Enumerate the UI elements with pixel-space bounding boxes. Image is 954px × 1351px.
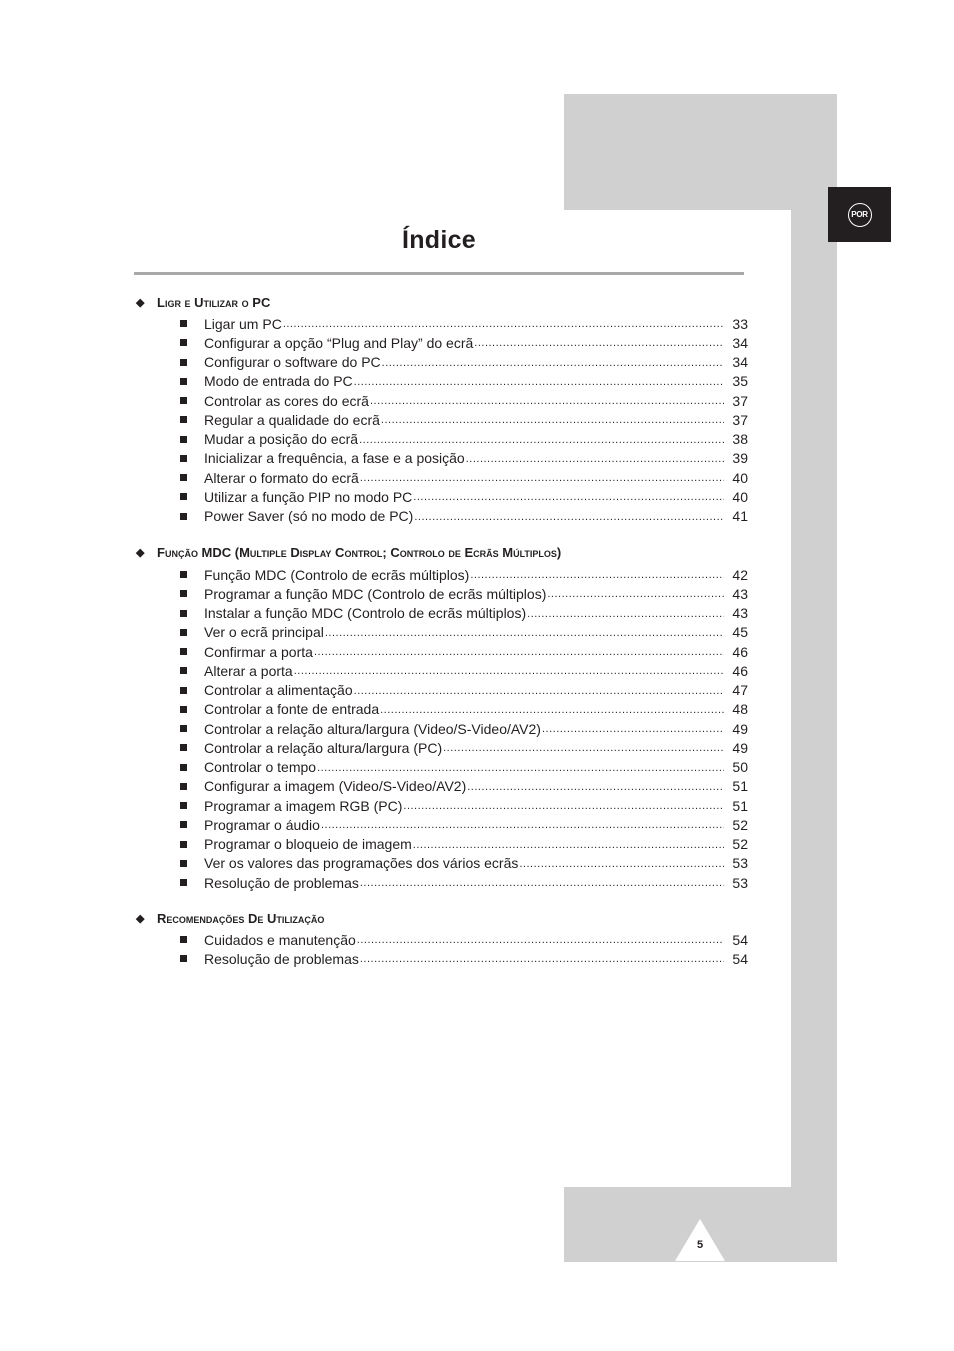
- toc-entry-page: 48: [732, 701, 748, 718]
- toc-entry-page: 50: [732, 759, 748, 775]
- dot-leader: [542, 723, 724, 738]
- square-bullet-icon: [180, 493, 187, 500]
- dot-leader: [413, 491, 724, 506]
- toc-entry-page: 41: [732, 508, 748, 524]
- dot-leader: [403, 800, 724, 815]
- dot-leader: [357, 934, 724, 949]
- dot-leader: [382, 357, 724, 372]
- toc-entry[interactable]: [178, 410, 748, 429]
- toc-entry[interactable]: [178, 353, 748, 372]
- toc-entry-page: 37: [732, 392, 748, 409]
- toc-entry[interactable]: [178, 873, 748, 892]
- toc-entry[interactable]: [178, 661, 748, 680]
- toc-entry-page: 54: [732, 931, 748, 948]
- toc-entry-label: Função MDC (Controlo de ecrãs múltiplos): [204, 566, 470, 583]
- toc-entry-page: 46: [732, 643, 748, 660]
- toc-entry-label: Configurar a opção “Plug and Play” do ecrã: [204, 334, 474, 351]
- dot-leader: [474, 337, 724, 352]
- toc-entry-page: 43: [732, 585, 748, 602]
- toc-entry-label: Controlar a alimentação: [204, 682, 353, 698]
- toc-entry-page: 34: [732, 354, 748, 370]
- language-badge: POR: [848, 203, 872, 227]
- toc-entry-label: Regular a qualidade do ecrã: [204, 411, 380, 428]
- dot-leader: [360, 953, 724, 968]
- toc-entry-page: 37: [732, 411, 748, 428]
- toc-entry-label: Alterar a porta: [204, 662, 293, 679]
- toc-entry-label: Modo de entrada do PC: [204, 373, 353, 390]
- toc-entry[interactable]: [178, 815, 748, 834]
- toc-entry-label: Programar o bloqueio de imagem: [204, 836, 412, 852]
- toc-entry-label: Confirmar a porta: [204, 643, 313, 660]
- page-title: Índice: [401, 226, 477, 254]
- dot-leader: [466, 453, 724, 468]
- square-bullet-icon: [180, 397, 187, 404]
- dot-leader: [414, 511, 724, 526]
- toc-entry-page: 52: [732, 836, 748, 852]
- title-divider: [134, 272, 744, 275]
- toc-entry[interactable]: [178, 738, 748, 757]
- dot-leader: [467, 781, 724, 796]
- toc-entry-label: Controlar o tempo: [204, 759, 317, 775]
- square-bullet-icon: [180, 359, 187, 366]
- toc-entry-label: Controlar a fonte de entrada: [204, 701, 380, 718]
- dot-leader: [470, 569, 724, 584]
- toc-entry-page: 34: [732, 334, 748, 351]
- toc-entry[interactable]: [178, 623, 748, 642]
- square-bullet-icon: [180, 802, 187, 809]
- toc-entry-label: Power Saver (só no modo de PC): [204, 508, 414, 524]
- dot-leader: [317, 762, 724, 777]
- toc-entry-page: 49: [732, 739, 748, 756]
- toc-entry-page: 40: [732, 469, 748, 486]
- diamond-bullet-icon: ◆: [136, 297, 145, 309]
- section-heading-text: Ligr e Utilizar o PC: [157, 295, 271, 310]
- toc-entry-label: Ver o ecrã principal: [204, 624, 324, 641]
- toc-entry-label: Controlar as cores do ecrã: [204, 392, 369, 409]
- dot-leader: [314, 646, 724, 661]
- toc-entry-label: Mudar a posição do ecrã: [204, 431, 359, 447]
- toc-entry-label: Controlar a relação altura/largura (Video/S-Video/AV2): [204, 720, 541, 737]
- toc-entry[interactable]: [178, 391, 748, 410]
- square-bullet-icon: [180, 860, 187, 867]
- toc-entry-page: 46: [732, 662, 748, 679]
- dot-leader: [283, 318, 724, 333]
- toc-entry-page: 51: [732, 778, 748, 795]
- square-bullet-icon: [180, 706, 187, 713]
- square-bullet-icon: [180, 879, 187, 886]
- square-bullet-icon: [180, 436, 187, 443]
- square-bullet-icon: [180, 744, 187, 751]
- page-number: 5: [696, 1239, 704, 1251]
- dot-leader: [325, 627, 724, 642]
- square-bullet-icon: [180, 571, 187, 578]
- toc-entry[interactable]: [178, 604, 748, 623]
- toc-entry-page: 40: [732, 488, 748, 505]
- square-bullet-icon: [180, 513, 187, 520]
- section-heading: [136, 911, 324, 926]
- gray-side-strip: [791, 210, 837, 1187]
- square-bullet-icon: [180, 339, 187, 346]
- toc-entry-label: Utilizar a função PIP no modo PC: [204, 488, 413, 505]
- toc-entry-page: 39: [732, 450, 748, 467]
- toc-entry-page: 47: [732, 682, 748, 698]
- square-bullet-icon: [180, 629, 187, 636]
- toc-entry-page: 35: [732, 373, 748, 390]
- dot-leader: [359, 434, 724, 449]
- square-bullet-icon: [180, 955, 187, 962]
- dot-leader: [360, 877, 724, 892]
- toc-entry-page: 49: [732, 720, 748, 737]
- square-bullet-icon: [180, 320, 187, 327]
- toc-entry-page: 33: [732, 315, 748, 332]
- toc-entry[interactable]: [178, 372, 748, 391]
- toc-entry-page: 51: [732, 797, 748, 814]
- toc-entry-label: Instalar a função MDC (Controlo de ecrãs múltiplos): [204, 605, 527, 621]
- toc-entry[interactable]: [178, 854, 748, 873]
- toc-entry-label: Cuidados e manutenção: [204, 931, 356, 948]
- toc-entry[interactable]: [178, 681, 748, 700]
- square-bullet-icon: [180, 821, 187, 828]
- toc-entry[interactable]: [178, 584, 748, 603]
- square-bullet-icon: [180, 590, 187, 597]
- dot-leader: [321, 819, 724, 834]
- toc-entry[interactable]: [178, 449, 748, 468]
- toc-entry-label: Configurar o software do PC: [204, 354, 381, 370]
- toc-entry[interactable]: [178, 835, 748, 854]
- toc-entry[interactable]: [178, 468, 748, 487]
- square-bullet-icon: [180, 764, 187, 771]
- square-bullet-icon: [180, 455, 187, 462]
- dot-leader: [354, 685, 724, 700]
- square-bullet-icon: [180, 725, 187, 732]
- toc-entry[interactable]: [178, 314, 748, 333]
- toc-entry[interactable]: [178, 700, 748, 719]
- toc-entry[interactable]: [178, 758, 748, 777]
- toc-entry-label: Programar a função MDC (Controlo de ecrãs múltiplos): [204, 585, 547, 602]
- toc-entry[interactable]: [178, 642, 748, 661]
- toc-entry-page: 52: [732, 816, 748, 833]
- square-bullet-icon: [180, 474, 187, 481]
- language-tab: [828, 187, 891, 242]
- toc-entry[interactable]: [178, 719, 748, 738]
- toc-entry[interactable]: [178, 949, 748, 968]
- square-bullet-icon: [180, 783, 187, 790]
- diamond-bullet-icon: ◆: [136, 913, 145, 925]
- square-bullet-icon: [180, 841, 187, 848]
- square-bullet-icon: [180, 378, 187, 385]
- toc-entry-label: Programar o áudio: [204, 816, 320, 833]
- dot-leader: [354, 376, 724, 391]
- toc-entry-page: 54: [732, 950, 748, 967]
- toc-entry-page: 53: [732, 855, 748, 872]
- dot-leader: [380, 704, 724, 719]
- toc-entry-label: Programar a imagem RGB (PC): [204, 797, 403, 814]
- dot-leader: [381, 414, 724, 429]
- toc-entry-label: Resolução de problemas: [204, 950, 359, 967]
- section-heading-text: Função MDC (Multiple Display Control; Controlo de Ecrãs Múltiplos): [157, 545, 562, 560]
- section-heading: [136, 545, 561, 560]
- toc-entry[interactable]: [178, 333, 748, 352]
- dot-leader: [547, 588, 724, 603]
- toc-entry-label: Alterar o formato do ecrã: [204, 469, 359, 486]
- square-bullet-icon: [180, 936, 187, 943]
- gray-panel-top: [564, 94, 837, 210]
- dot-leader: [443, 742, 724, 757]
- toc-entry-label: Controlar a relação altura/largura (PC): [204, 739, 443, 756]
- dot-leader: [413, 839, 724, 854]
- section-heading-text: Recomendações De Utilização: [157, 911, 325, 926]
- dot-leader: [370, 395, 724, 410]
- toc-entry-label: Ligar um PC: [204, 315, 282, 332]
- toc-entry[interactable]: [178, 430, 748, 449]
- toc-entry-page: 53: [732, 874, 748, 891]
- toc-entry-page: 42: [732, 566, 748, 583]
- toc-entry[interactable]: [178, 777, 748, 796]
- section-heading: [136, 295, 270, 310]
- toc-entry[interactable]: [178, 487, 748, 506]
- toc-entry-label: Resolução de problemas: [204, 874, 359, 891]
- toc-entry[interactable]: [178, 565, 748, 584]
- toc-entry-page: 45: [732, 624, 748, 641]
- toc-entry-label: Inicializar a frequência, a fase e a posição: [204, 450, 465, 467]
- square-bullet-icon: [180, 667, 187, 674]
- toc-entry-label: Configurar a imagem (Video/S-Video/AV2): [204, 778, 467, 795]
- toc-entry-page: 38: [732, 431, 748, 447]
- toc-entry-page: 43: [732, 605, 748, 621]
- toc-entry[interactable]: [178, 796, 748, 815]
- toc-entry-label: Ver os valores das programações dos vários ecrãs: [204, 855, 519, 872]
- dot-leader: [360, 472, 724, 487]
- dot-leader: [519, 858, 724, 873]
- toc-entry[interactable]: [178, 507, 748, 526]
- square-bullet-icon: [180, 610, 187, 617]
- dot-leader: [294, 665, 724, 680]
- dot-leader: [527, 608, 724, 623]
- toc-entry[interactable]: [178, 930, 748, 949]
- diamond-bullet-icon: ◆: [136, 547, 145, 559]
- square-bullet-icon: [180, 648, 187, 655]
- square-bullet-icon: [180, 416, 187, 423]
- square-bullet-icon: [180, 687, 187, 694]
